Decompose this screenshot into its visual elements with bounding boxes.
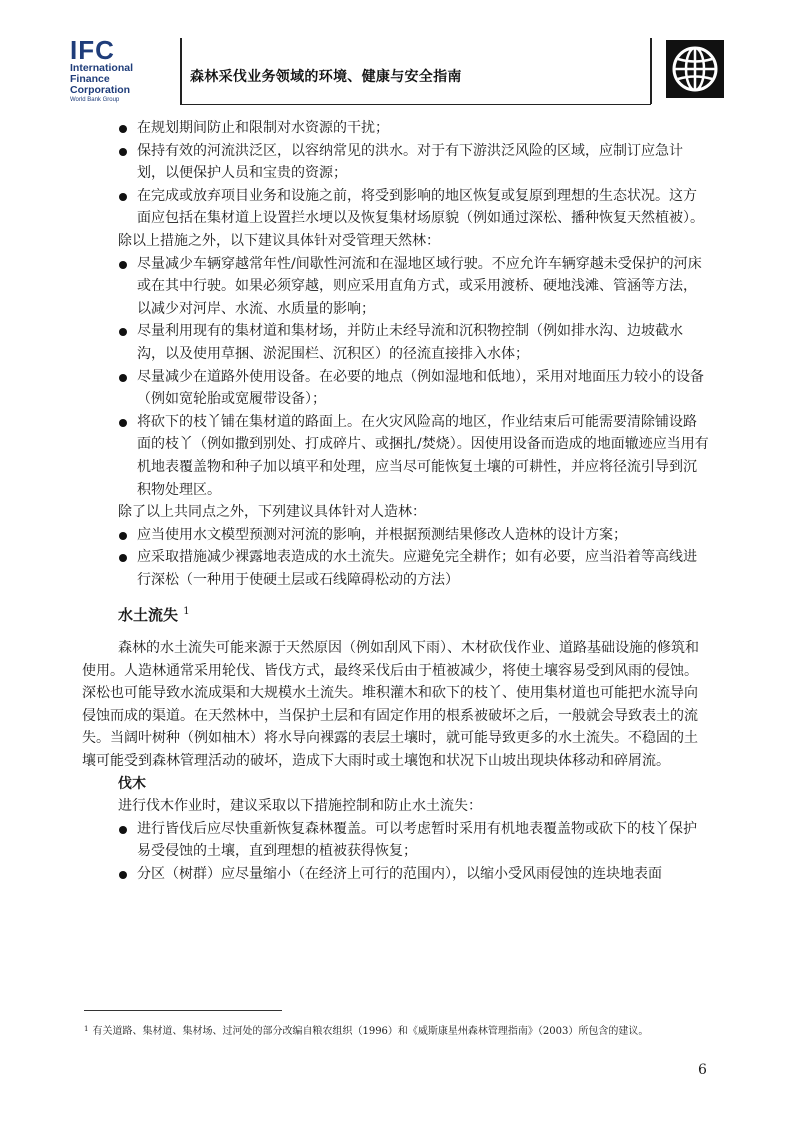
bullet-item: 应当使用水文模型预测对河流的影响，并根据预测结果修改人造林的设计方案； xyxy=(118,524,710,547)
page-number: 6 xyxy=(698,1062,707,1078)
section-heading-text: 水土流失 xyxy=(118,606,179,625)
footnote-mark: 1 xyxy=(84,1025,89,1033)
ifc-logo xyxy=(70,37,150,107)
bullet-item: 尽量减少车辆穿越常年性/间歇性河流和在湿地区域行驶。不应允许车辆穿越未受保护的河床或在其中行驶。如果必须穿越，则应采用直角方式，或采用渡桥、硬地浅滩、管涵等方法，以减少对河岸、水流、水质量的影响； xyxy=(118,253,710,321)
footnote xyxy=(84,1022,724,1039)
subheading-felling: 伐木 xyxy=(118,775,146,792)
footnote-ref: 1 xyxy=(183,606,190,618)
footnote-text: 有关道路、集材道、集材场、过河处的部分改编自粮农组织（1996）和《威斯康星州森林管理指南》（2003）所包含的建议。 xyxy=(92,1026,649,1037)
header-rule xyxy=(180,104,651,105)
page-body xyxy=(82,117,710,886)
ifc-logo-line2: Finance xyxy=(70,73,110,85)
bullet-item: 应采取措施减少裸露地表造成的水土流失。应避免完全耕作；如有必要，应当沿着等高线进行深松（一种用于使硬土层或石线障碍松动的方法） xyxy=(118,546,710,591)
bullet-item: 尽量减少在道路外使用设备。在必要的地点（例如湿地和低地），采用对地面压力较小的设备（例如宽轮胎或宽履带设备）； xyxy=(118,366,710,411)
header-divider-right xyxy=(650,38,652,104)
world-bank-globe-icon xyxy=(666,40,724,98)
bullet-item: 进行皆伐后应尽快重新恢复森林覆盖。可以考虑暂时采用有机地表覆盖物或砍下的枝丫保护易受侵蚀的土壤，直到理想的植被获得恢复； xyxy=(118,818,710,863)
erosion-paragraph: 森林的水土流失可能来源于天然原因（例如刮风下雨）、木材砍伐作业、道路基础设施的修筑和使用。人造林通常采用轮伐、皆伐方式，最终采伐后由于植被减少，将使土壤容易受到风雨的侵蚀。深松也可能导致水流成渠和大规模水土流失。堆积灌木和砍下的枝丫、使用集材道也可能把水流导向侵蚀而成的渠道。在天然林中，当保护土层和有固定作用的根系被破坏之后，一般就会导致表土的流失。当阔叶树种（例如柚木）将水导向裸露的表层土壤时，就可能导致更多的水土流失。不稳固的土壤可能受到森林管理活动的破坏，造成下大雨时或土壤饱和状况下山坡出现块体移动和碎屑流。 xyxy=(82,640,699,770)
felling-intro: 进行伐木作业时，建议采取以下措施控制和防止水土流失： xyxy=(118,798,482,815)
bullet-item: 分区（树群）应尽量缩小（在经济上可行的范围内），以缩小受风雨侵蚀的连块地表面 xyxy=(118,863,710,886)
ifc-logo-small: World Bank Group xyxy=(70,97,120,103)
bullet-item: 将砍下的枝丫铺在集材道的路面上。在火灾风险高的地区，作业结束后可能需要清除铺设路面的枝丫（例如撒到别处、打成碎片、或捆扎/焚烧）。因使用设备而造成的地面辙迹应当用有机地表覆盖物和种子加以填平和处理，应当尽可能恢复土壤的可耕性，并应将径流引导到沉积物处理区。 xyxy=(118,411,710,501)
section-heading-erosion xyxy=(118,601,710,627)
header-title: 森林采伐业务领域的环境、健康与安全指南 xyxy=(190,69,462,85)
bullet-item: 在规划期间防止和限制对水资源的干扰； xyxy=(118,117,710,140)
header-divider-left xyxy=(180,38,182,104)
bullet-item: 在完成或放弃项目业务和设施之前，将受到影响的地区恢复或复原到理想的生态状况。这方面应包括在集材道上设置拦水埂以及恢复集材场原貌（例如通过深松、播种恢复天然植被）。 xyxy=(118,185,710,230)
bullet-item: 尽量利用现有的集材道和集材场，并防止未经导流和沉积物控制（例如排水沟、边坡截水沟，以及使用草捆、淤泥围栏、沉积区）的径流直接排入水体； xyxy=(118,320,710,365)
bullet-item: 保持有效的河流洪泛区，以容纳常见的洪水。对于有下游洪泛风险的区域，应制订应急计划，以便保护人员和宝贵的资源； xyxy=(118,140,710,185)
natural-forest-intro: 除以上措施之外，以下建议具体针对受管理天然林： xyxy=(118,232,440,249)
ifc-logo-line1: International xyxy=(70,62,134,74)
plantation-intro: 除了以上共同点之外，下列建议具体针对人造林： xyxy=(118,504,426,521)
ifc-logo-mark: IFC xyxy=(70,35,115,65)
ifc-logo-line3: Corporation xyxy=(70,84,131,96)
footnote-rule xyxy=(84,1010,282,1011)
page-header xyxy=(0,0,793,115)
